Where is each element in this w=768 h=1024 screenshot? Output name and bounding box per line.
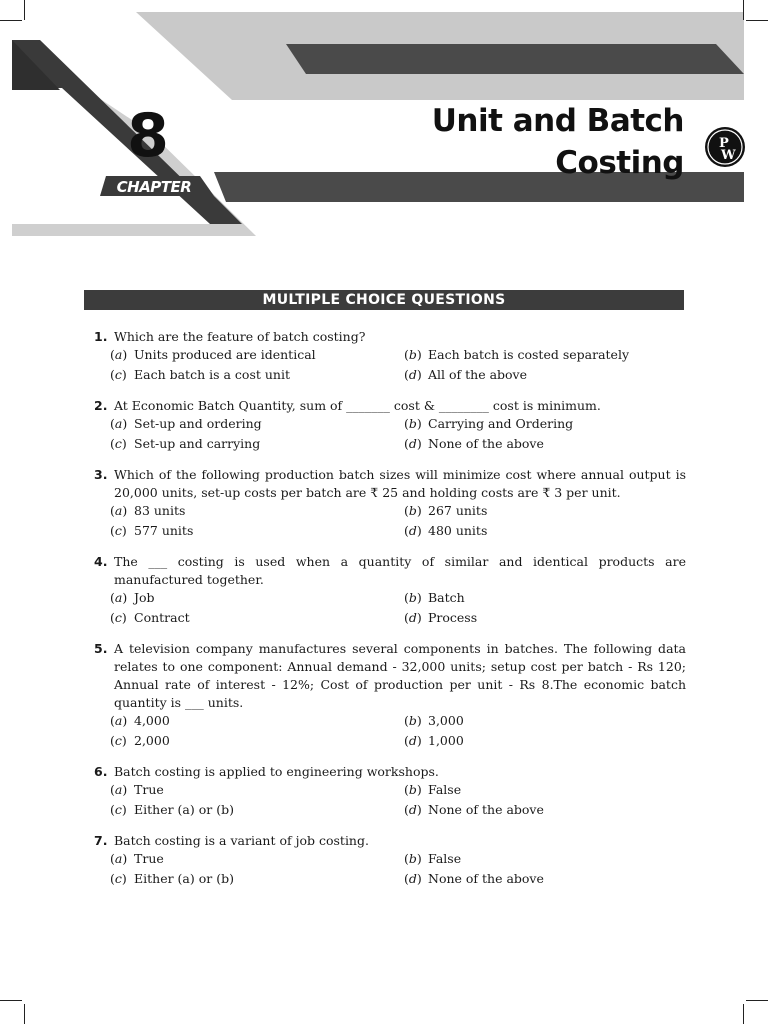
answer-option bbox=[110, 732, 404, 750]
crop-mark bbox=[0, 20, 22, 21]
answer-option bbox=[404, 346, 698, 364]
question-text: Which are the feature of batch costing? bbox=[114, 329, 366, 344]
option-label: (c) bbox=[110, 523, 127, 538]
option-label: (a) bbox=[110, 416, 128, 431]
option-label: (a) bbox=[110, 347, 128, 362]
answer-option bbox=[110, 712, 404, 730]
crop-mark bbox=[24, 1004, 25, 1024]
option-label: (b) bbox=[404, 347, 422, 362]
option-text: None of the above bbox=[428, 871, 544, 886]
question-text: Which of the following production batch sizes will minimize cost where annual output is 20,000 units, set-up costs per batch are ₹ 25 and holding costs are ₹ 3 per unit. bbox=[114, 467, 686, 500]
question-text: A television company manufactures several components in batches. The following data relates to one component: Annual demand - 32,000 units; setup cost per batch - Rs 120; Annual rate of interest - 12%; Cost of production per unit - Rs 8.The economic batch quantity is ___ units. bbox=[114, 641, 686, 710]
crop-mark bbox=[743, 1004, 744, 1024]
option-letter: a bbox=[114, 416, 123, 431]
option-label: (b) bbox=[404, 416, 422, 431]
option-grid bbox=[110, 850, 686, 888]
option-text: Either (a) or (b) bbox=[134, 802, 234, 817]
option-letter: c bbox=[114, 733, 122, 748]
option-letter: d bbox=[408, 610, 417, 625]
option-letter: d bbox=[408, 733, 417, 748]
option-letter: b bbox=[408, 782, 417, 797]
question-item bbox=[94, 763, 686, 819]
option-letter: b bbox=[408, 713, 417, 728]
option-label: (b) bbox=[404, 590, 422, 605]
answer-option bbox=[110, 870, 404, 888]
option-text: 4,000 bbox=[134, 713, 170, 728]
option-letter: d bbox=[408, 523, 417, 538]
option-letter: a bbox=[114, 590, 123, 605]
option-text: Batch bbox=[428, 590, 465, 605]
question-number: 3. bbox=[94, 467, 108, 482]
option-text: 2,000 bbox=[134, 733, 170, 748]
option-text: Contract bbox=[134, 610, 190, 625]
option-label: (c) bbox=[110, 871, 127, 886]
answer-option bbox=[110, 801, 404, 819]
crop-mark bbox=[743, 0, 744, 20]
question-text: Batch costing is applied to engineering workshops. bbox=[114, 764, 439, 779]
option-label: (a) bbox=[110, 782, 128, 797]
question-number: 7. bbox=[94, 833, 108, 848]
option-label: (d) bbox=[404, 871, 422, 886]
option-letter: d bbox=[408, 436, 417, 451]
pw-logo-icon bbox=[704, 126, 746, 168]
svg-text:W: W bbox=[721, 148, 736, 163]
option-grid bbox=[110, 781, 686, 819]
question-stem bbox=[94, 832, 686, 850]
option-label: (a) bbox=[110, 713, 128, 728]
option-label: (b) bbox=[404, 713, 422, 728]
option-text: All of the above bbox=[428, 367, 528, 382]
answer-option bbox=[404, 781, 698, 799]
option-grid bbox=[110, 502, 686, 540]
question-item bbox=[94, 640, 686, 750]
section-title-bar: MULTIPLE CHOICE QUESTIONS bbox=[84, 290, 684, 310]
option-text: False bbox=[428, 851, 462, 866]
option-letter: b bbox=[408, 347, 417, 362]
option-letter: c bbox=[114, 523, 122, 538]
question-text: At Economic Batch Quantity, sum of _______ cost & ________ cost is minimum. bbox=[114, 398, 601, 413]
crop-mark bbox=[746, 20, 768, 21]
question-item bbox=[94, 553, 686, 627]
option-text: 267 units bbox=[428, 503, 488, 518]
answer-option bbox=[110, 346, 404, 364]
option-text: Either (a) or (b) bbox=[134, 871, 234, 886]
option-grid bbox=[110, 712, 686, 750]
question-item bbox=[94, 466, 686, 540]
option-label: (a) bbox=[110, 503, 128, 518]
option-label: (b) bbox=[404, 503, 422, 518]
option-letter: c bbox=[114, 610, 122, 625]
answer-option bbox=[110, 850, 404, 868]
option-letter: a bbox=[114, 503, 123, 518]
option-label: (b) bbox=[404, 851, 422, 866]
option-letter: a bbox=[114, 347, 123, 362]
chapter-number: 8 bbox=[127, 101, 169, 171]
option-label: (d) bbox=[404, 610, 422, 625]
question-list bbox=[94, 328, 686, 901]
answer-option bbox=[404, 609, 698, 627]
option-text: Units produced are identical bbox=[134, 347, 316, 362]
option-text: Each batch is costed separately bbox=[428, 347, 630, 362]
option-letter: b bbox=[408, 590, 417, 605]
option-letter: b bbox=[408, 503, 417, 518]
question-stem bbox=[94, 466, 686, 502]
option-text: Set-up and ordering bbox=[134, 416, 262, 431]
option-grid bbox=[110, 415, 686, 453]
option-letter: b bbox=[408, 851, 417, 866]
option-label: (c) bbox=[110, 436, 127, 451]
answer-option bbox=[110, 435, 404, 453]
option-grid bbox=[110, 346, 686, 384]
option-text: 3,000 bbox=[428, 713, 464, 728]
option-letter: c bbox=[114, 871, 122, 886]
crop-mark bbox=[0, 1000, 22, 1001]
answer-option bbox=[110, 415, 404, 433]
option-label: (c) bbox=[110, 733, 127, 748]
answer-option bbox=[404, 502, 698, 520]
option-text: Carrying and Ordering bbox=[428, 416, 574, 431]
answer-option bbox=[110, 589, 404, 607]
option-label: (d) bbox=[404, 523, 422, 538]
question-number: 5. bbox=[94, 641, 108, 656]
answer-option bbox=[110, 502, 404, 520]
option-text: None of the above bbox=[428, 436, 544, 451]
option-text: 83 units bbox=[134, 503, 186, 518]
question-text: Batch costing is a variant of job costing. bbox=[114, 833, 369, 848]
option-label: (d) bbox=[404, 436, 422, 451]
option-label: (d) bbox=[404, 733, 422, 748]
option-text: 480 units bbox=[428, 523, 488, 538]
question-number: 1. bbox=[94, 329, 108, 344]
option-grid bbox=[110, 589, 686, 627]
answer-option bbox=[110, 781, 404, 799]
option-text: Each batch is a cost unit bbox=[134, 367, 290, 382]
answer-option bbox=[404, 870, 698, 888]
answer-option bbox=[404, 732, 698, 750]
question-stem bbox=[94, 553, 686, 589]
answer-option bbox=[110, 522, 404, 540]
option-label: (d) bbox=[404, 802, 422, 817]
question-item bbox=[94, 397, 686, 453]
option-letter: c bbox=[114, 436, 122, 451]
option-letter: a bbox=[114, 782, 123, 797]
option-label: (c) bbox=[110, 802, 127, 817]
option-letter: c bbox=[114, 367, 122, 382]
answer-option bbox=[404, 589, 698, 607]
option-text: False bbox=[428, 782, 462, 797]
option-letter: d bbox=[408, 871, 417, 886]
option-text: None of the above bbox=[428, 802, 544, 817]
chapter-label: CHAPTER bbox=[116, 178, 192, 196]
option-letter: d bbox=[408, 802, 417, 817]
answer-option bbox=[404, 415, 698, 433]
question-stem bbox=[94, 640, 686, 712]
option-text: True bbox=[134, 782, 164, 797]
option-text: Process bbox=[428, 610, 478, 625]
question-number: 6. bbox=[94, 764, 108, 779]
question-stem bbox=[94, 397, 686, 415]
option-label: (a) bbox=[110, 590, 128, 605]
answer-option bbox=[110, 609, 404, 627]
option-text: 577 units bbox=[134, 523, 194, 538]
answer-option bbox=[404, 435, 698, 453]
crop-mark bbox=[24, 0, 25, 20]
option-text: Set-up and carrying bbox=[134, 436, 261, 451]
answer-option bbox=[404, 366, 698, 384]
option-letter: d bbox=[408, 367, 417, 382]
option-letter: a bbox=[114, 713, 123, 728]
option-text: Job bbox=[134, 590, 155, 605]
option-letter: b bbox=[408, 416, 417, 431]
question-item bbox=[94, 328, 686, 384]
question-stem bbox=[94, 328, 686, 346]
option-label: (b) bbox=[404, 782, 422, 797]
option-label: (d) bbox=[404, 367, 422, 382]
svg-text:P: P bbox=[719, 136, 729, 151]
chapter-title: Unit and Batch Costing bbox=[431, 103, 684, 181]
option-letter: c bbox=[114, 802, 122, 817]
question-text: The ___ costing is used when a quantity of similar and identical products are manufactured together. bbox=[114, 554, 686, 587]
option-text: 1,000 bbox=[428, 733, 464, 748]
answer-option bbox=[404, 801, 698, 819]
crop-mark bbox=[746, 1000, 768, 1001]
question-number: 2. bbox=[94, 398, 108, 413]
answer-option bbox=[404, 712, 698, 730]
answer-option bbox=[110, 366, 404, 384]
answer-option bbox=[404, 522, 698, 540]
option-label: (c) bbox=[110, 610, 127, 625]
option-letter: a bbox=[114, 851, 123, 866]
question-number: 4. bbox=[94, 554, 108, 569]
option-label: (c) bbox=[110, 367, 127, 382]
question-item bbox=[94, 832, 686, 888]
answer-option bbox=[404, 850, 698, 868]
option-text: True bbox=[134, 851, 164, 866]
question-stem bbox=[94, 763, 686, 781]
option-label: (a) bbox=[110, 851, 128, 866]
